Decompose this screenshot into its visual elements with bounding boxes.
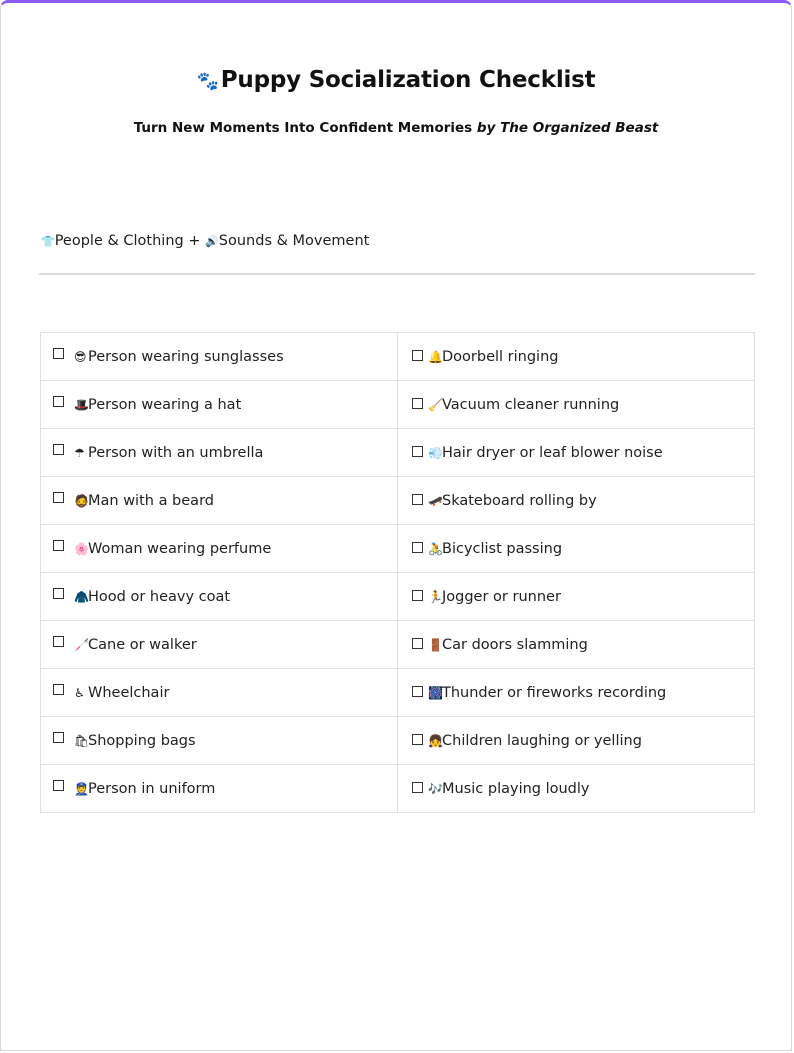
checklist-item-children-laughing-or-yelling[interactable] bbox=[398, 717, 755, 765]
table-row bbox=[41, 525, 755, 573]
page-subtitle bbox=[1, 120, 791, 136]
checkbox[interactable] bbox=[412, 638, 423, 649]
item-icon: 💨 bbox=[428, 445, 443, 460]
checkbox[interactable] bbox=[53, 732, 64, 743]
checkbox[interactable] bbox=[53, 396, 64, 407]
item-label: Skateboard rolling by bbox=[442, 492, 597, 509]
section-divider bbox=[39, 273, 755, 275]
item-label: Car doors slamming bbox=[442, 636, 588, 653]
table-row bbox=[41, 429, 755, 477]
item-icon: 🧹 bbox=[428, 397, 443, 412]
checklist-item-bicyclist-passing[interactable] bbox=[398, 525, 755, 573]
item-icon: 🔔 bbox=[428, 349, 443, 364]
checkbox[interactable] bbox=[412, 350, 423, 361]
item-icon: 🛍 bbox=[74, 734, 90, 748]
checklist-table bbox=[40, 332, 755, 813]
checklist-item-car-doors-slamming[interactable] bbox=[398, 621, 755, 669]
table-row bbox=[41, 621, 755, 669]
checkbox[interactable] bbox=[412, 734, 423, 745]
item-label: Hood or heavy coat bbox=[88, 589, 231, 605]
item-icon: 🏃 bbox=[428, 589, 443, 604]
item-icon: 🚴 bbox=[428, 541, 443, 556]
subtitle-main: Turn New Moments Into Confident Memories bbox=[133, 120, 477, 136]
item-icon: 👮 bbox=[74, 782, 89, 796]
checkbox[interactable] bbox=[53, 348, 64, 359]
checkbox[interactable] bbox=[412, 686, 423, 697]
page-title-text: Puppy Socialization Checklist bbox=[220, 67, 596, 93]
item-label: Woman wearing perfume bbox=[88, 541, 272, 557]
item-label: Man with a beard bbox=[88, 493, 214, 509]
checklist-item-person-with-an-umbrella[interactable] bbox=[41, 429, 398, 477]
checklist-item-person-wearing-sunglasses[interactable] bbox=[41, 333, 398, 381]
item-label: Children laughing or yelling bbox=[442, 732, 642, 749]
checklist-item-doorbell-ringing[interactable] bbox=[398, 333, 755, 381]
item-label: Bicyclist passing bbox=[442, 540, 563, 557]
checklist-item-wheelchair[interactable] bbox=[41, 669, 398, 717]
checklist-item-jogger-or-runner[interactable] bbox=[398, 573, 755, 621]
checkbox[interactable] bbox=[412, 398, 423, 409]
table-row bbox=[41, 573, 755, 621]
checklist-item-woman-wearing-perfume[interactable] bbox=[41, 525, 398, 573]
item-label: Cane or walker bbox=[88, 637, 197, 653]
checklist-item-thunder-or-fireworks-recording[interactable] bbox=[398, 669, 755, 717]
item-label: Vacuum cleaner running bbox=[442, 396, 620, 413]
item-label: Person in uniform bbox=[88, 781, 216, 797]
checklist-item-music-playing-loudly[interactable] bbox=[398, 765, 755, 813]
checkbox[interactable] bbox=[412, 590, 423, 601]
table-row bbox=[41, 669, 755, 717]
checkbox[interactable] bbox=[412, 446, 423, 457]
checklist-item-vacuum-cleaner-running[interactable] bbox=[398, 381, 755, 429]
checklist-item-skateboard-rolling-by[interactable] bbox=[398, 477, 755, 525]
checklist-item-person-wearing-a-hat[interactable] bbox=[41, 381, 398, 429]
item-icon: 🎶 bbox=[428, 781, 443, 796]
checkbox[interactable] bbox=[53, 780, 64, 791]
table-row bbox=[41, 477, 755, 525]
checkbox[interactable] bbox=[53, 636, 64, 647]
checkbox[interactable] bbox=[53, 588, 64, 599]
checklist-item-hood-or-heavy-coat[interactable] bbox=[41, 573, 398, 621]
item-icon: 😎 bbox=[74, 350, 87, 364]
item-icon: ☂ bbox=[74, 446, 85, 460]
item-icon: 🚪 bbox=[428, 637, 443, 652]
item-label: Person wearing a hat bbox=[88, 397, 242, 413]
item-icon: 🦯 bbox=[74, 638, 89, 652]
speaker-icon: 🔊 bbox=[205, 235, 219, 248]
item-icon: 👧 bbox=[428, 733, 443, 748]
item-icon: ♿ bbox=[74, 686, 85, 700]
section-label-right: Sounds & Movement bbox=[218, 233, 370, 249]
table-row bbox=[41, 717, 755, 765]
item-label: Jogger or runner bbox=[442, 588, 561, 605]
item-icon: 🌸 bbox=[74, 542, 89, 556]
checkbox[interactable] bbox=[53, 540, 64, 551]
item-label: Person with an umbrella bbox=[88, 445, 264, 461]
page-title bbox=[1, 67, 791, 93]
checklist-item-cane-or-walker[interactable] bbox=[41, 621, 398, 669]
checkbox[interactable] bbox=[53, 444, 64, 455]
item-icon: 🎆 bbox=[428, 685, 443, 700]
item-icon: 🛹 bbox=[428, 493, 443, 508]
checkbox[interactable] bbox=[412, 782, 423, 793]
subtitle-byline: by The Organized Beast bbox=[476, 120, 659, 136]
checkbox[interactable] bbox=[53, 492, 64, 503]
table-row bbox=[41, 381, 755, 429]
item-icon: 🧔 bbox=[74, 494, 89, 508]
table-row bbox=[41, 765, 755, 813]
item-label: Wheelchair bbox=[88, 685, 170, 701]
checklist-item-shopping-bags[interactable] bbox=[41, 717, 398, 765]
checkbox[interactable] bbox=[53, 684, 64, 695]
item-icon: 🎩 bbox=[74, 398, 89, 412]
section-heading bbox=[41, 233, 369, 249]
table-row bbox=[41, 333, 755, 381]
item-label: Music playing loudly bbox=[442, 780, 590, 797]
item-label: Doorbell ringing bbox=[442, 348, 559, 365]
checklist-item-person-in-uniform[interactable] bbox=[41, 765, 398, 813]
paw-prints-icon: 🐾 bbox=[196, 71, 219, 92]
section-label-left: People & Clothing + bbox=[54, 233, 206, 249]
item-label: Shopping bags bbox=[88, 733, 196, 749]
item-icon: 🧥 bbox=[74, 590, 89, 604]
checkbox[interactable] bbox=[412, 494, 423, 505]
shirt-icon: 👕 bbox=[41, 235, 55, 248]
item-label: Person wearing sunglasses bbox=[88, 349, 284, 365]
checklist-item-man-with-a-beard[interactable] bbox=[41, 477, 398, 525]
checkbox[interactable] bbox=[412, 542, 423, 553]
item-label: Hair dryer or leaf blower noise bbox=[442, 444, 663, 461]
checklist-item-hair-dryer-or-leaf-blower-noise[interactable] bbox=[398, 429, 755, 477]
item-label: Thunder or fireworks recording bbox=[442, 684, 667, 701]
